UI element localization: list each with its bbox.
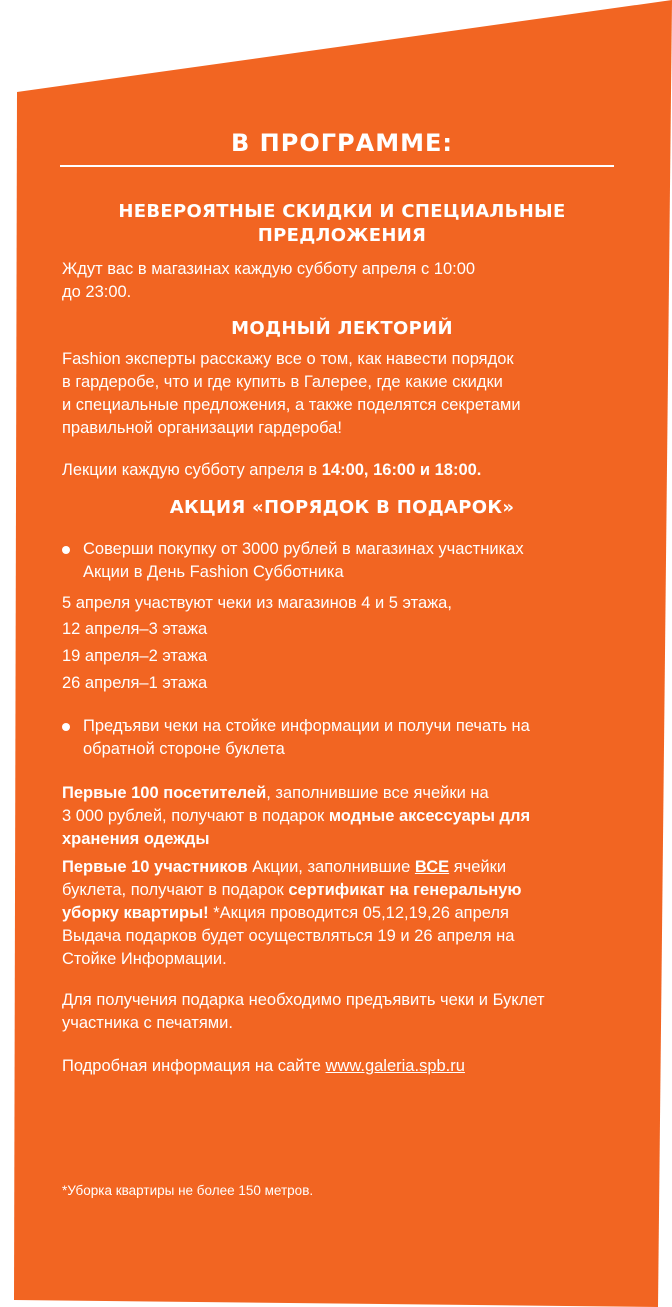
first-10-text: Первые 10 участников Акции, заполнившие ВСЕ ячейки буклета, получают в подарок сертификат на генеральную уборку квартиры! *Акция проводится 05,12,19,26 апреля Выдача подарков будет осуществляться 19 и 26 апреля на Стойке Информации. xyxy=(62,858,522,968)
lecture-heading: МОДНЫЙ ЛЕКТОРИЙ xyxy=(231,318,453,339)
bullet-text: Соверши покупку от 3000 рублей в магазинах участниках Акции в День Fashion Субботника xyxy=(83,540,524,581)
promo-heading: АКЦИЯ «ПОРЯДОК В ПОДАРОК» xyxy=(169,497,515,518)
title-divider xyxy=(60,165,614,167)
footnote: *Уборка квартиры не более 150 метров. xyxy=(62,1183,314,1198)
bullet-text: Предъяви чеки на стойке информации и получи печать на обратной стороне буклета xyxy=(83,717,530,758)
info-text: Подробная информация на сайте www.galeria.spb.ru xyxy=(62,1057,465,1075)
date-line: 12 апреля–3 этажа xyxy=(62,620,208,638)
first-100-text: Первые 100 посетителей, заполнившие все ячейки на 3 000 рублей, получают в подарок модные аксессуары для хранения одежды xyxy=(62,784,531,848)
discounts-text: Ждут вас в магазинах каждую субботу апреля с 10:00 до 23:00. xyxy=(62,260,476,301)
bullet-icon xyxy=(62,546,70,554)
date-line: 26 апреля–1 этажа xyxy=(62,674,208,692)
date-line: 19 апреля–2 этажа xyxy=(62,647,208,665)
lecture-schedule: Лекции каждую субботу апреля в 14:00, 16:00 и 18:00. xyxy=(62,461,482,479)
bullet-icon xyxy=(62,723,70,731)
website-link[interactable]: www.galeria.spb.ru xyxy=(325,1057,465,1075)
receipt-note: Для получения подарка необходимо предъявить чеки и Буклет участника с печатями. xyxy=(62,991,545,1032)
discounts-heading: НЕВЕРОЯТНЫЕ СКИДКИ И СПЕЦИАЛЬНЫЕ ПРЕДЛОЖЕНИЯ xyxy=(118,201,566,246)
date-line: 5 апреля участвуют чеки из магазинов 4 и 5 этажа, xyxy=(62,594,452,612)
page-title: В ПРОГРАММЕ: xyxy=(231,129,453,157)
lecture-text: Fashion эксперты расскажу все о том, как навести порядок в гардеробе, что и где купить в Галерее, где какие скидки и специальные предложения, а также поделятся секретами правильной организации гардероба! xyxy=(62,350,521,437)
